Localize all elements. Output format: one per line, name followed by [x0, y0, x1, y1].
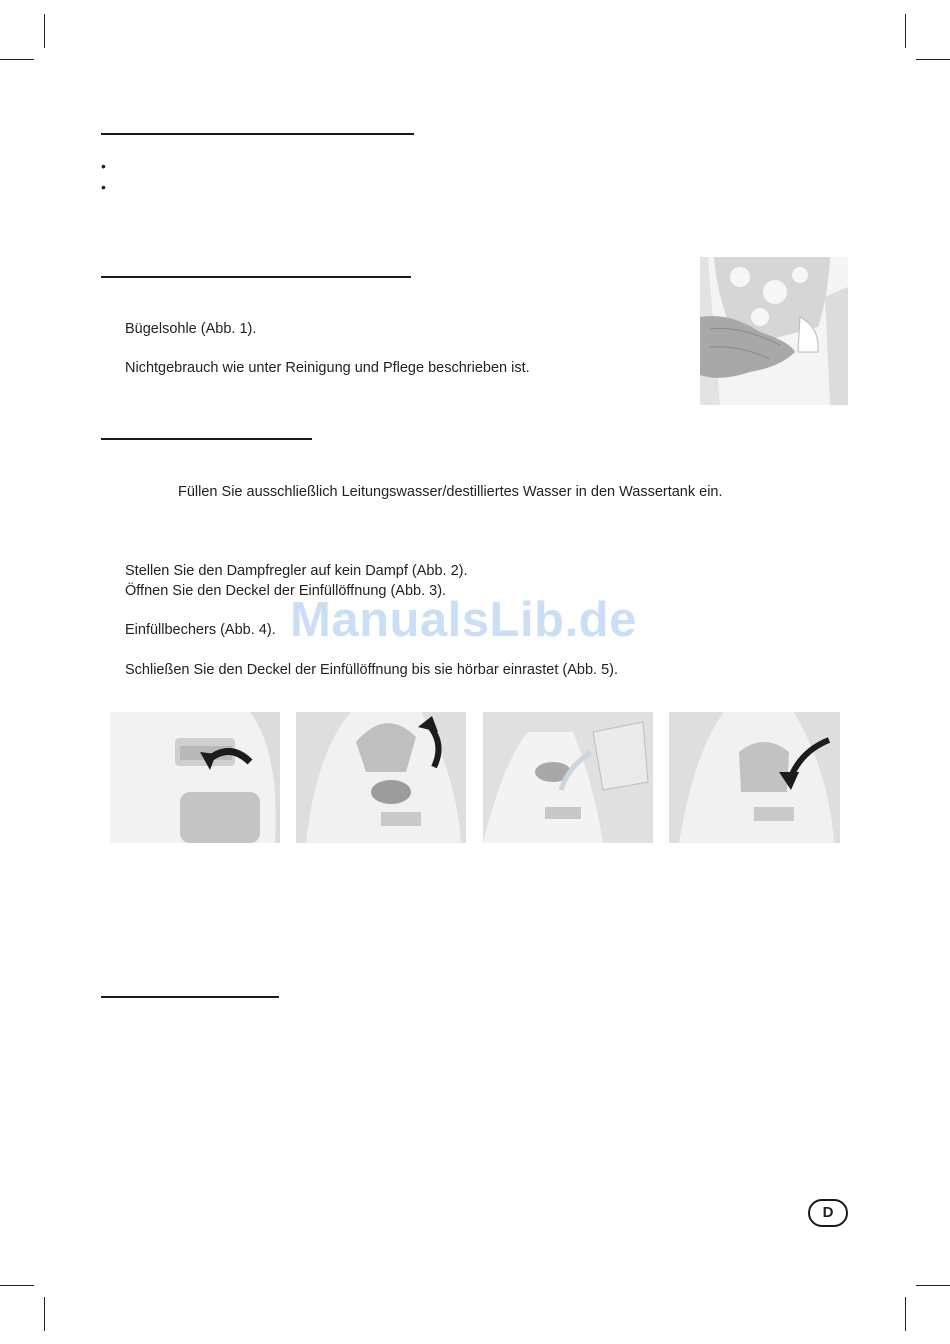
crop-mark — [905, 14, 906, 48]
section-rule — [101, 133, 414, 135]
language-badge: D — [808, 1199, 848, 1227]
bullet: • — [101, 158, 106, 174]
step-text: Schließen Sie den Deckel der Einfüllöffnung bis sie hörbar einrastet (Abb. 5). — [125, 662, 619, 678]
figure-4-fill-water-photo — [483, 712, 653, 843]
crop-mark — [916, 59, 950, 60]
section-rule — [101, 276, 411, 278]
section-rule — [101, 996, 279, 998]
figure-1-soleplate-photo — [700, 257, 848, 405]
watermark: ManualsLib.de — [290, 593, 637, 647]
crop-mark — [0, 1285, 34, 1286]
figure-3-open-lid-photo — [296, 712, 466, 843]
crop-mark — [44, 1297, 45, 1331]
text-line: Bügelsohle (Abb. 1). — [125, 321, 257, 337]
crop-mark — [0, 59, 34, 60]
note-text: Füllen Sie ausschließlich Leitungswasser/destilliertes Wasser in den Wassertank ein. — [178, 484, 723, 500]
section-rule — [101, 438, 312, 440]
bullet: • — [101, 179, 106, 195]
figure-2-steam-dial-photo — [110, 712, 280, 843]
text-line: Nichtgebrauch wie unter Reinigung und Pflege beschrieben ist. — [125, 360, 530, 376]
figure-5-close-lid-photo — [669, 712, 840, 843]
crop-mark — [916, 1285, 950, 1286]
crop-mark — [44, 14, 45, 48]
step-text: Öffnen Sie den Deckel der Einfüllöffnung (Abb. 3). — [125, 583, 447, 599]
crop-mark — [905, 1297, 906, 1331]
step-text: Einfüllbechers (Abb. 4). — [125, 622, 276, 638]
step-text: Stellen Sie den Dampfregler auf kein Dampf (Abb. 2). — [125, 563, 468, 579]
